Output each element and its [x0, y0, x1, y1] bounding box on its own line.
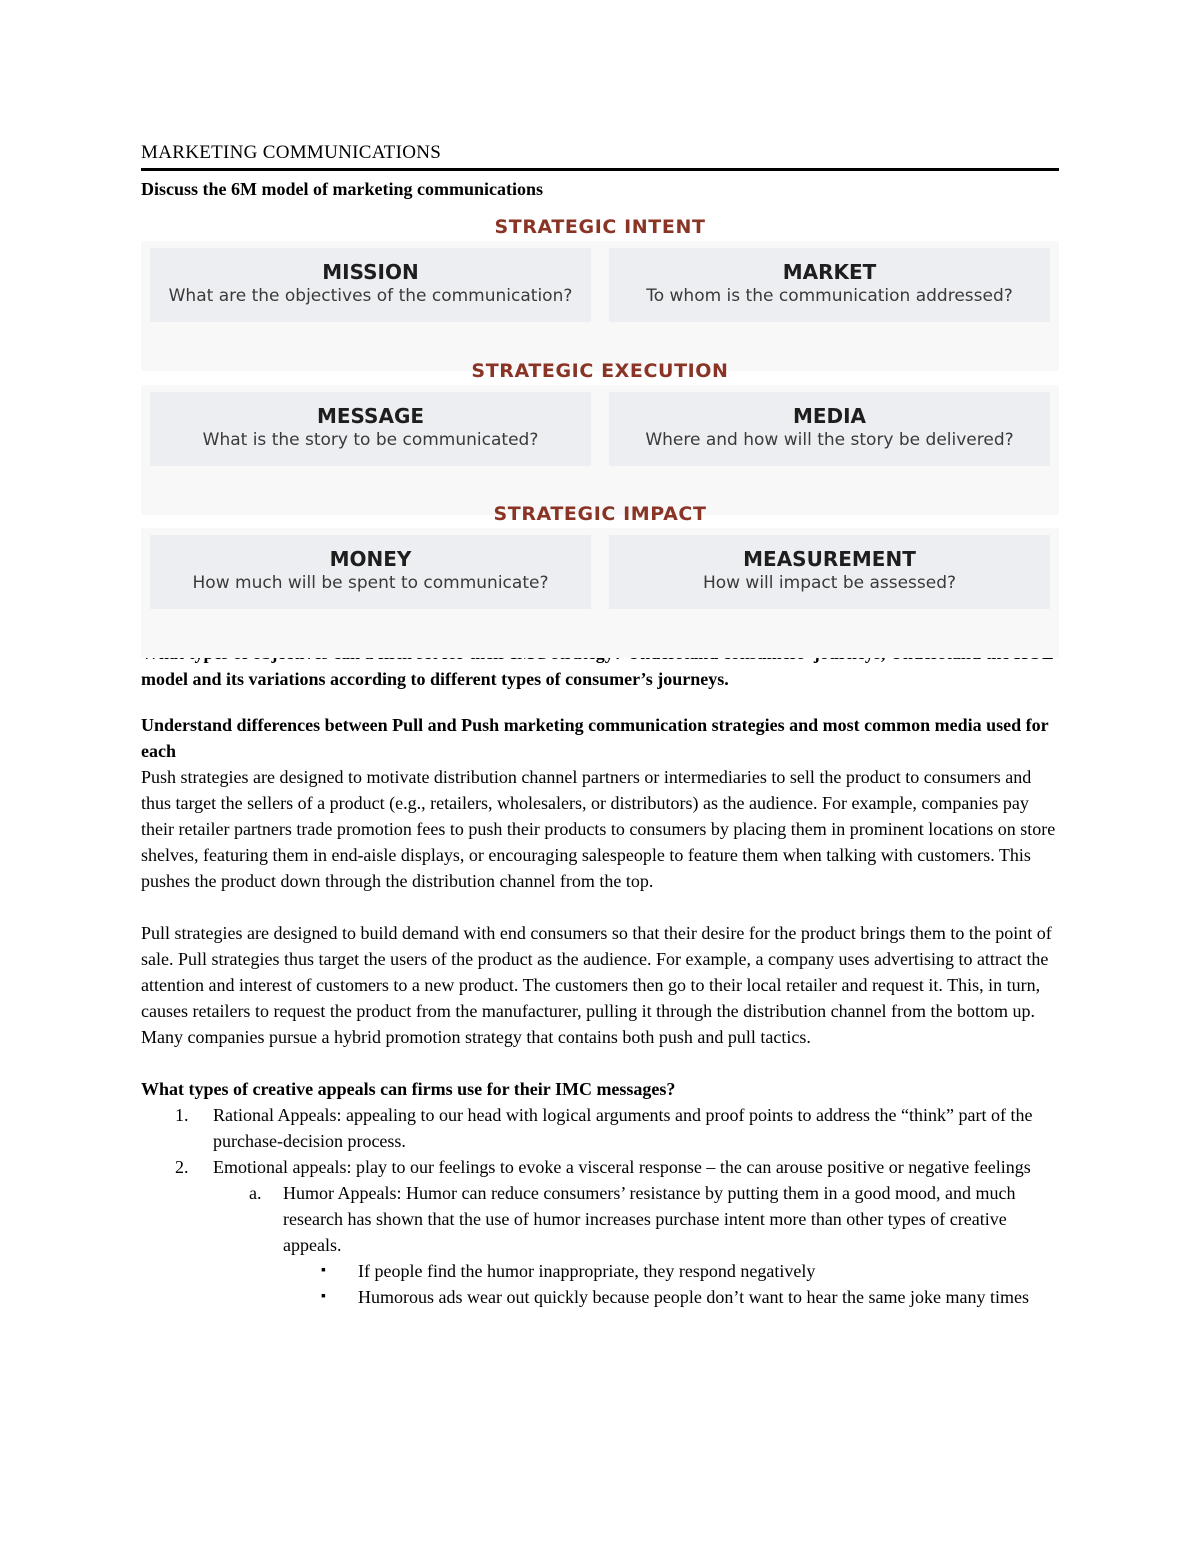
mission-title: MISSION: [322, 260, 419, 284]
message-card: [150, 392, 591, 466]
creative-appeals-heading: What types of creative appeals can firms use for their IMC messages?: [141, 1079, 676, 1099]
list-item-text: If people find the humor inappropriate, they respond negatively: [358, 1261, 816, 1281]
money-card: [150, 535, 591, 609]
measurement-card: [609, 535, 1050, 609]
measurement-question: How will impact be assessed?: [702, 573, 957, 593]
section-subtitle-6m: Discuss the 6M model of marketing communications: [141, 179, 543, 199]
document-title: MARKETING COMMUNICATIONS: [141, 142, 442, 163]
list-item-text: Rational Appeals: appealing to our head with logical arguments and proof points to address the “think” part of the purchase-decision process.: [213, 1105, 1033, 1151]
media-question: Where and how will the story be delivered?: [645, 430, 1014, 450]
money-question: How much will be spent to communicate?: [192, 573, 549, 593]
push-strategy-paragraph: Push strategies are designed to motivate distribution channel partners or intermediaries to sell the product to consumers and thus target the sellers of a product (e.g., retailers, wholesalers, or distributors) as the audience. For example, companies pay their retailer partners trade promotion fees to push their products to consumers by placing them in prominent locations on store shelves, featuring them in end-aisle displays, or encouraging salespeople to feature them when talking with customers. This pushes the product down through the distribution channel from the top.: [141, 767, 1056, 891]
list-marker: 2.: [175, 1157, 189, 1177]
money-title: MONEY: [329, 547, 412, 571]
strategic-impact-heading: STRATEGIC IMPACT: [493, 503, 707, 525]
message-question: What is the story to be communicated?: [202, 430, 539, 450]
bullet-icon: ▪: [321, 1289, 326, 1304]
title-divider: [141, 168, 1059, 171]
push-pull-heading: Understand differences between Pull and Push marketing communication strategies and most common media used for each: [141, 715, 1049, 761]
list-item: [141, 1180, 1059, 1258]
appeals-list: [141, 1102, 1059, 1310]
bullet-icon: ▪: [321, 1263, 326, 1278]
mission-question: What are the objectives of the communication?: [168, 286, 573, 306]
objectives-question: model and its variations according to different types of consumer’s journeys.: [141, 669, 729, 689]
market-card: [609, 248, 1050, 322]
list-item-text: Humor Appeals: Humor can reduce consumers’ resistance by putting them in a good mood, and much research has shown that the use of humor increases purchase intent more than other types of creative appeals.: [283, 1183, 1016, 1255]
list-item-text: Emotional appeals: play to our feelings to evoke a visceral response – the can arouse positive or negative feelings: [213, 1157, 1031, 1177]
document-page: [141, 140, 1059, 1310]
media-card: [609, 392, 1050, 466]
six-m-model-diagram: [141, 208, 1059, 628]
market-question: To whom is the communication addressed?: [646, 286, 1013, 306]
list-item: [141, 1284, 1059, 1310]
media-title: MEDIA: [792, 404, 867, 428]
strategic-intent-heading: STRATEGIC INTENT: [494, 216, 706, 238]
list-item: [141, 1102, 1059, 1154]
list-item-text: Humorous ads wear out quickly because people don’t want to hear the same joke many times: [358, 1287, 1029, 1307]
list-marker: a.: [249, 1183, 262, 1203]
measurement-title: MEASUREMENT: [743, 547, 916, 571]
list-marker: 1.: [175, 1105, 189, 1125]
strategic-execution-heading: STRATEGIC EXECUTION: [471, 360, 729, 382]
list-item: [141, 1258, 1059, 1284]
mission-card: [150, 248, 591, 322]
pull-strategy-paragraph: Pull strategies are designed to build demand with end consumers so that their desire for the product brings them to the point of sale. Pull strategies thus target the users of the product as the audience. For example, a company uses advertising to attract the attention and interest of customers to a new product. The customers then go to their local retailer and request it. This, in turn, causes retailers to request the product from the manufacturer, pulling it through the distribution channel from the bottom up. Many companies pursue a hybrid promotion strategy that contains both push and pull tactics.: [141, 923, 1052, 1047]
list-item: [141, 1154, 1059, 1180]
message-title: MESSAGE: [316, 404, 425, 428]
market-title: MARKET: [782, 260, 877, 284]
